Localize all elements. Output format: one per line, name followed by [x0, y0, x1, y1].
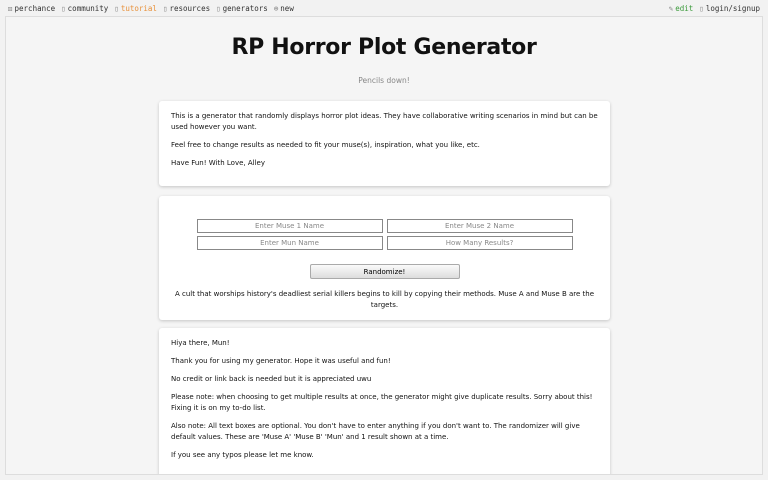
nav-perchance[interactable]: ⚄ perchance	[8, 3, 56, 13]
notes-card	[159, 328, 610, 475]
dice-icon: ⚄	[8, 3, 13, 13]
nav-edit[interactable]: ✎ edit	[668, 3, 694, 13]
intro-text: Feel free to change results as needed to fit your muse(s), inspiration, what you like, etc.	[171, 141, 480, 149]
intro-text: This is a generator that randomly displays horror plot ideas. They have collaborative writing scenarios in mind but can be used however you want.	[171, 112, 598, 131]
note-text: Also note: All text boxes are optional. You don't have to enter anything if you don't want to. The randomizer will give default values. These are 'Muse A' 'Muse B' 'Mun' and 1 result shown at a time.	[171, 422, 580, 441]
generator-frame	[5, 16, 763, 475]
nav-login[interactable]: ▯ login/signup	[699, 3, 760, 13]
nav-tutorial[interactable]: ▯ tutorial	[114, 3, 157, 13]
note-text: Please note: when choosing to get multiple results at once, the generator might give duplicate results. Sorry about this! Fixing it is on my to-do list.	[171, 393, 593, 412]
tutorial-icon: ▯	[114, 3, 119, 13]
top-nav	[0, 0, 768, 16]
user-icon: ▯	[699, 3, 704, 13]
muse1-input[interactable]	[197, 219, 383, 233]
community-icon: ▯	[61, 3, 66, 13]
nav-generators[interactable]: ▯ generators	[216, 3, 268, 13]
note-text: No credit or link back is needed but it is appreciated uwu	[171, 375, 372, 383]
generator-card	[159, 196, 610, 320]
page-title: RP Horror Plot Generator	[231, 35, 537, 60]
plus-circle-icon: ⊕	[273, 3, 279, 13]
result-count-input[interactable]	[387, 236, 573, 250]
muse2-input[interactable]	[387, 219, 573, 233]
nav-resources[interactable]: ▯ resources	[162, 3, 211, 13]
mun-input[interactable]	[197, 236, 383, 250]
generators-icon: ▯	[216, 3, 221, 13]
note-text: If you see any typos please let me know.	[171, 451, 314, 459]
resources-icon: ▯	[162, 3, 168, 13]
randomize-button[interactable]: Randomize!	[310, 264, 460, 279]
intro-text: Have Fun! With Love, Alley	[171, 159, 265, 167]
nav-new[interactable]: ⊕ new	[273, 3, 294, 13]
intro-card	[159, 101, 610, 186]
note-text: Hiya there, Mun!	[171, 339, 230, 347]
subtitle: Pencils down!	[358, 76, 410, 85]
pencil-icon: ✎	[668, 3, 674, 13]
result-text: A cult that worships history's deadliest serial killers begins to kill by copying their methods. Muse A and Muse B are the targets.	[174, 290, 595, 309]
nav-community[interactable]: ▯ community	[61, 3, 109, 13]
note-text: Thank you for using my generator. Hope it was useful and fun!	[171, 357, 391, 365]
